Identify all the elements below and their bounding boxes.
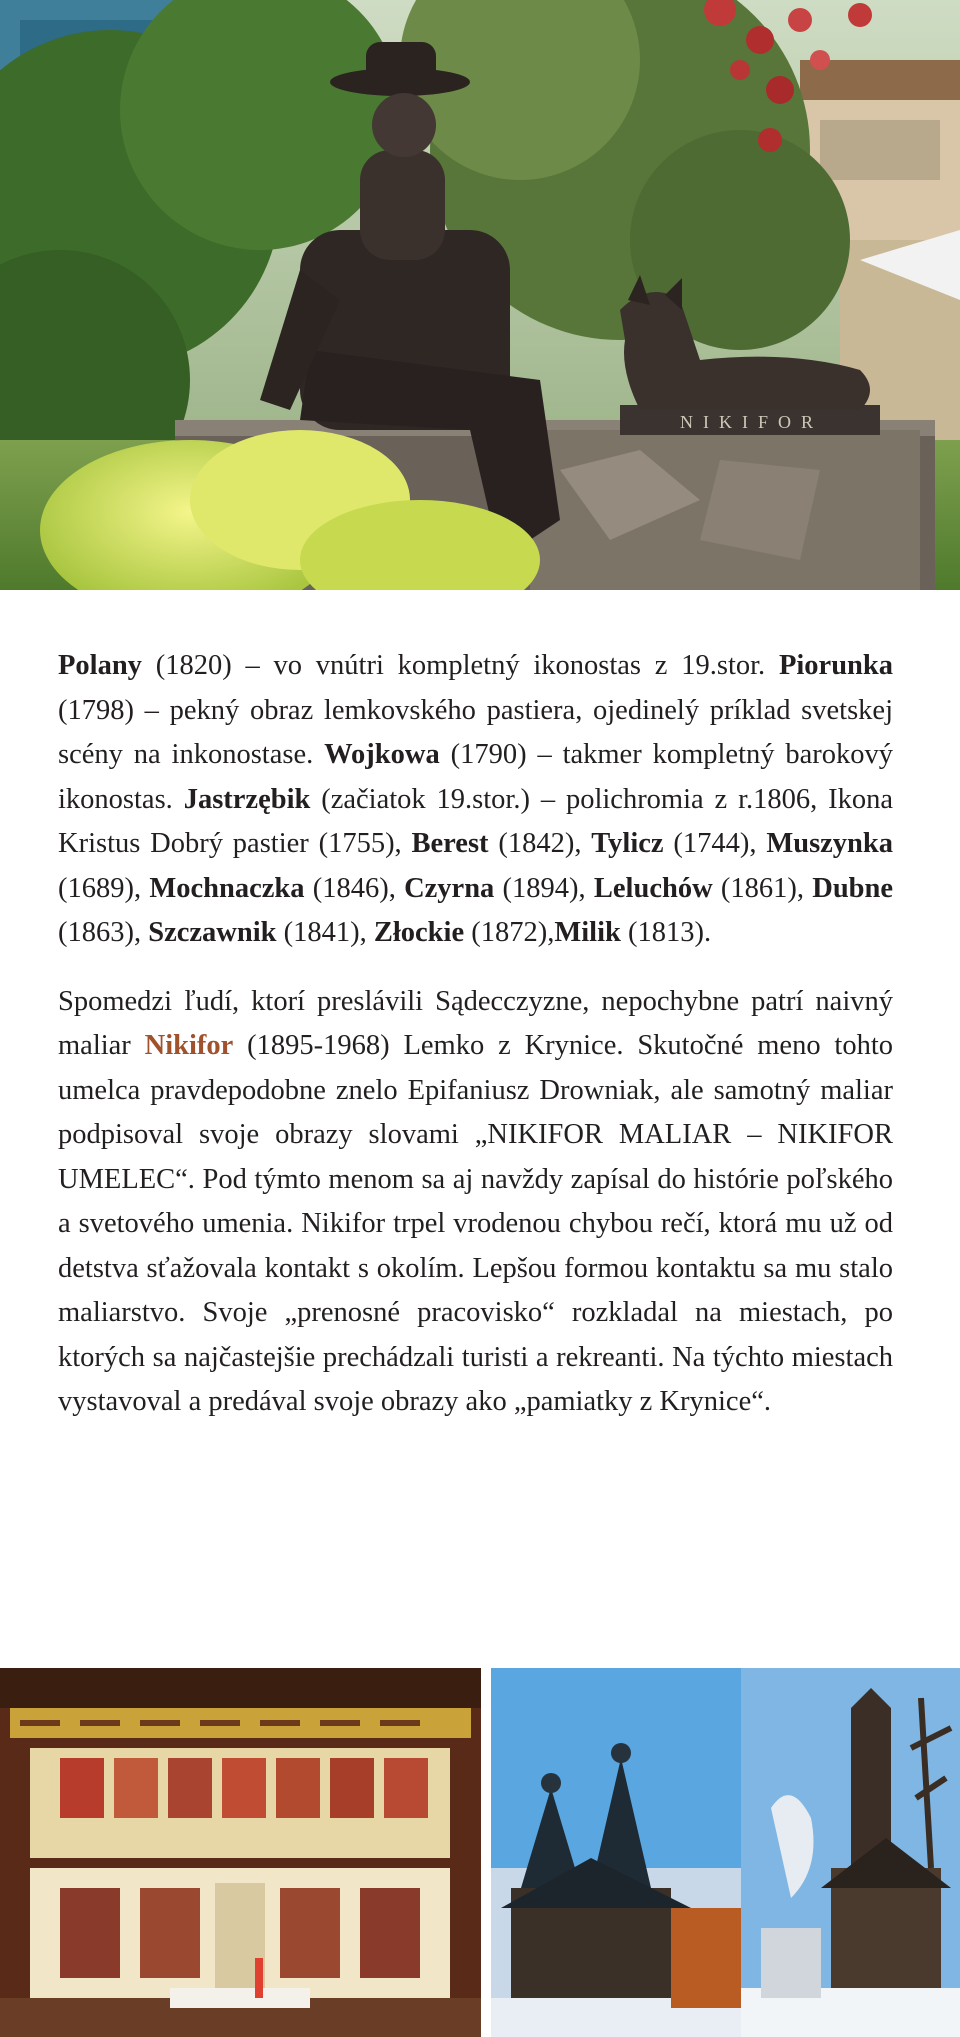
place-name: Szczawnik: [148, 917, 277, 948]
iconostasis-photo: [0, 1668, 481, 2037]
text-run: (1846),: [304, 872, 405, 904]
place-name: Piorunka: [778, 650, 893, 681]
statue-illustration: [0, 0, 960, 590]
text-run: (1863),: [58, 917, 149, 948]
place-name: Złockie: [373, 917, 465, 948]
text-run: (1820) – vo vnútri kompletný ikonostas z 19.stor.: [141, 650, 779, 681]
text-run: (1790) – takmer kompletný barokový ikonostas.: [58, 739, 893, 815]
place-name: Tylicz: [591, 828, 664, 859]
place-name: Czyrna: [404, 872, 495, 904]
plinth-inscription: NIKIFOR: [680, 412, 824, 432]
text-run: (1894),: [494, 872, 594, 904]
text-run: (1798) – pekný obraz lemkovského pastiera, ojedinelý príklad svetskej scény na inkonostase.: [58, 694, 893, 770]
place-name: Dubne: [812, 872, 894, 904]
place-name: Jastrzębik: [183, 783, 311, 815]
text-run: (1813).: [620, 917, 712, 948]
text-run: Spomedzi ľudí, ktorí preslávili Sądecczyzne, nepochybne patrí naivný maliar: [58, 985, 893, 1061]
highlighted-name: Nikifor: [144, 1030, 234, 1061]
place-name: Berest: [411, 828, 489, 859]
place-name: Polany: [58, 650, 142, 681]
place-name: Mochnaczka: [149, 872, 305, 904]
text-run: (1895-1968) Lemko z Krynice. Skutočné meno tohto umelca pravdepodobne znelo Epifaniusz Drowniak, ale samotný maliar podpisoval svoje obrazy slovami „NIKIFOR MALIAR – NIKIFOR UMELEC“. Pod týmto menom sa aj navždy zapísal do histórie poľského a svetového umenia. Nikifor trpel vrodenou chybou rečí, ktorá mu už od detstva sťažovala kontakt s okolím. Lepšou formou kontaktu sa mu stalo maliarstvo. Svoje „prenosné pracovisko“ rozkladal na miestach, po ktorých sa najčastejšie prechádzali turisti a rekreanti. Na týchto miestach vystavoval a predával svoje obrazy ako „pamiatky z Krynice“.: [58, 1030, 893, 1417]
article-text: [58, 644, 893, 1425]
place-name: Leluchów: [593, 872, 713, 904]
text-run: (1744),: [663, 828, 767, 859]
churches-photo: [491, 1668, 960, 2037]
text-run: (1861),: [712, 872, 813, 904]
text-run: (1689),: [58, 872, 150, 904]
text-run: (1842),: [488, 828, 592, 859]
place-name: Wojkowa: [324, 739, 440, 770]
churches-paragraph: [58, 644, 893, 956]
text-run: (1841),: [276, 917, 374, 948]
churches-illustration: [491, 1668, 960, 2037]
iconostasis-illustration: [0, 1668, 481, 2037]
text-run: (1872),: [464, 917, 555, 948]
nikifor-paragraph: [58, 980, 893, 1425]
text-run: (začiatok 19.stor.) – polichromia z r.1806, Ikona Kristus Dobrý pastier (1755),: [58, 783, 894, 859]
hero-photo: [0, 0, 960, 590]
place-name: Muszynka: [766, 828, 894, 859]
place-name: Milik: [554, 917, 621, 948]
